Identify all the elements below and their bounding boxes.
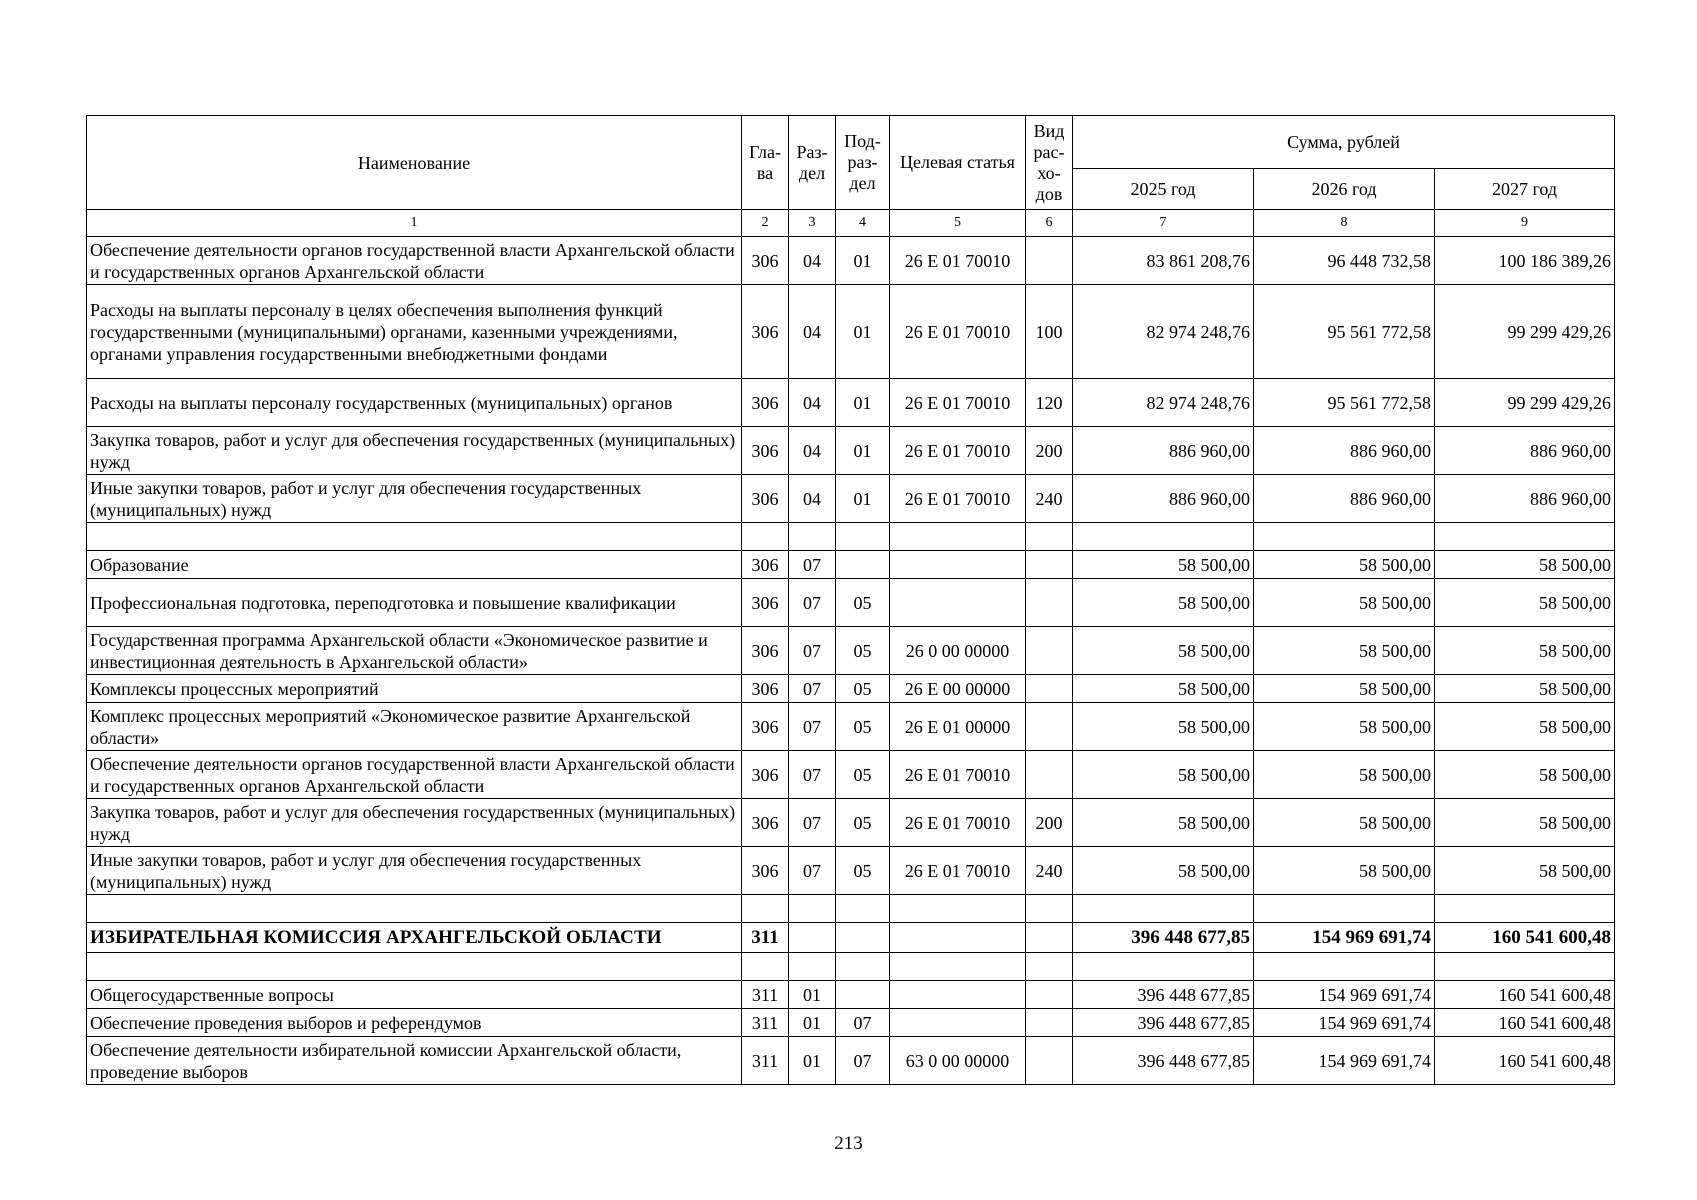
row-vid: [1026, 923, 1073, 953]
row-sum-2027: 58 500,00: [1435, 551, 1615, 579]
row-celevaya: [890, 579, 1026, 627]
row-sum-2027: 58 500,00: [1435, 751, 1615, 799]
row-razdel: [789, 923, 836, 953]
empty-cell: [87, 895, 742, 923]
row-sum-2027: 58 500,00: [1435, 627, 1615, 675]
row-vid: [1026, 1037, 1073, 1085]
row-glava: 306: [742, 551, 789, 579]
row-vid: 200: [1026, 427, 1073, 475]
row-celevaya: [890, 923, 1026, 953]
row-name: Обеспечение деятельности избирательной комиссии Архангельской области, проведение выборов: [87, 1037, 742, 1085]
empty-cell: [87, 523, 742, 551]
empty-cell: [87, 953, 742, 981]
row-sum-2025: 396 448 677,85: [1073, 1037, 1254, 1085]
header-year-2025: 2025 год: [1073, 169, 1254, 210]
row-glava: 311: [742, 923, 789, 953]
empty-cell: [1073, 895, 1254, 923]
empty-cell: [789, 523, 836, 551]
table-row: [87, 579, 1615, 627]
row-glava: 311: [742, 1009, 789, 1037]
empty-cell: [789, 953, 836, 981]
row-sum-2025: 58 500,00: [1073, 751, 1254, 799]
table-row: [87, 427, 1615, 475]
empty-row: [87, 895, 1615, 923]
row-vid: [1026, 751, 1073, 799]
row-celevaya: [890, 551, 1026, 579]
row-podrazdel: [836, 551, 890, 579]
row-vid: [1026, 237, 1073, 285]
table-row: [87, 981, 1615, 1009]
row-name: Иные закупки товаров, работ и услуг для обеспечения государственных (муниципальных) нужд: [87, 475, 742, 523]
row-celevaya: 26 Е 01 70010: [890, 427, 1026, 475]
row-sum-2025: 396 448 677,85: [1073, 981, 1254, 1009]
row-sum-2027: 886 960,00: [1435, 427, 1615, 475]
row-razdel: 07: [789, 751, 836, 799]
column-index: 7: [1073, 210, 1254, 237]
row-sum-2025: 82 974 248,76: [1073, 379, 1254, 427]
row-name: Общегосударственные вопросы: [87, 981, 742, 1009]
row-name: Иные закупки товаров, работ и услуг для обеспечения государственных (муниципальных) нужд: [87, 847, 742, 895]
row-glava: 306: [742, 237, 789, 285]
row-podrazdel: 05: [836, 847, 890, 895]
row-sum-2026: 58 500,00: [1254, 751, 1435, 799]
table-header: [87, 116, 1615, 237]
row-sum-2027: 886 960,00: [1435, 475, 1615, 523]
row-podrazdel: 05: [836, 799, 890, 847]
row-sum-2025: 58 500,00: [1073, 627, 1254, 675]
column-index: 3: [789, 210, 836, 237]
row-vid: [1026, 703, 1073, 751]
row-sum-2026: 58 500,00: [1254, 847, 1435, 895]
row-vid: [1026, 981, 1073, 1009]
empty-row: [87, 523, 1615, 551]
row-podrazdel: 01: [836, 285, 890, 379]
row-sum-2026: 58 500,00: [1254, 703, 1435, 751]
row-sum-2027: 160 541 600,48: [1435, 981, 1615, 1009]
row-podrazdel: 01: [836, 379, 890, 427]
row-celevaya: 26 Е 01 70010: [890, 379, 1026, 427]
empty-cell: [1254, 895, 1435, 923]
row-razdel: 07: [789, 799, 836, 847]
table-row: [87, 627, 1615, 675]
row-sum-2025: 58 500,00: [1073, 847, 1254, 895]
row-sum-2025: 58 500,00: [1073, 799, 1254, 847]
row-sum-2027: 160 541 600,48: [1435, 923, 1615, 953]
row-sum-2026: 154 969 691,74: [1254, 923, 1435, 953]
row-sum-2026: 154 969 691,74: [1254, 1037, 1435, 1085]
row-podrazdel: 05: [836, 579, 890, 627]
empty-cell: [1026, 523, 1073, 551]
row-glava: 306: [742, 379, 789, 427]
row-name: Обеспечение деятельности органов государственной власти Архангельской области и государственных органов Архангельской области: [87, 751, 742, 799]
row-sum-2025: 396 448 677,85: [1073, 923, 1254, 953]
row-glava: 306: [742, 847, 789, 895]
empty-cell: [836, 523, 890, 551]
empty-cell: [890, 953, 1026, 981]
row-glava: 306: [742, 579, 789, 627]
row-sum-2027: 58 500,00: [1435, 579, 1615, 627]
row-razdel: 04: [789, 427, 836, 475]
row-sum-2025: 58 500,00: [1073, 579, 1254, 627]
row-sum-2025: 82 974 248,76: [1073, 285, 1254, 379]
row-sum-2027: 99 299 429,26: [1435, 379, 1615, 427]
row-celevaya: 26 Е 01 70010: [890, 847, 1026, 895]
empty-cell: [1073, 953, 1254, 981]
table-row: [87, 703, 1615, 751]
empty-row: [87, 953, 1615, 981]
row-glava: 311: [742, 1037, 789, 1085]
row-sum-2026: 95 561 772,58: [1254, 379, 1435, 427]
empty-cell: [742, 523, 789, 551]
row-sum-2026: 95 561 772,58: [1254, 285, 1435, 379]
row-sum-2025: 58 500,00: [1073, 675, 1254, 703]
table-row: [87, 285, 1615, 379]
row-razdel: 07: [789, 675, 836, 703]
empty-cell: [1026, 953, 1073, 981]
empty-cell: [836, 895, 890, 923]
table-body: [87, 237, 1615, 1085]
row-name: Обеспечение проведения выборов и референдумов: [87, 1009, 742, 1037]
row-celevaya: 26 Е 01 70010: [890, 237, 1026, 285]
row-vid: [1026, 579, 1073, 627]
table-row: [87, 1009, 1615, 1037]
column-index: 8: [1254, 210, 1435, 237]
row-celevaya: 26 Е 01 00000: [890, 703, 1026, 751]
row-sum-2027: 99 299 429,26: [1435, 285, 1615, 379]
row-podrazdel: 07: [836, 1009, 890, 1037]
row-sum-2027: 58 500,00: [1435, 847, 1615, 895]
row-sum-2027: 58 500,00: [1435, 703, 1615, 751]
row-celevaya: 26 Е 01 70010: [890, 799, 1026, 847]
row-razdel: 04: [789, 285, 836, 379]
row-podrazdel: 01: [836, 237, 890, 285]
row-sum-2027: 58 500,00: [1435, 675, 1615, 703]
row-celevaya: 63 0 00 00000: [890, 1037, 1026, 1085]
row-sum-2027: 160 541 600,48: [1435, 1037, 1615, 1085]
row-name: Закупка товаров, работ и услуг для обеспечения государственных (муниципальных) нужд: [87, 799, 742, 847]
column-index: 1: [87, 210, 742, 237]
row-celevaya: 26 Е 01 70010: [890, 475, 1026, 523]
row-glava: 311: [742, 981, 789, 1009]
row-sum-2026: 154 969 691,74: [1254, 981, 1435, 1009]
row-podrazdel: 01: [836, 475, 890, 523]
row-sum-2026: 886 960,00: [1254, 475, 1435, 523]
row-glava: 306: [742, 799, 789, 847]
row-glava: 306: [742, 427, 789, 475]
header-celevaya: Целевая статья: [890, 116, 1026, 210]
empty-cell: [836, 953, 890, 981]
row-glava: 306: [742, 703, 789, 751]
row-razdel: 01: [789, 1037, 836, 1085]
row-sum-2025: 886 960,00: [1073, 427, 1254, 475]
row-glava: 306: [742, 751, 789, 799]
row-glava: 306: [742, 627, 789, 675]
row-sum-2025: 58 500,00: [1073, 551, 1254, 579]
row-razdel: 07: [789, 627, 836, 675]
column-index: 6: [1026, 210, 1073, 237]
row-razdel: 07: [789, 551, 836, 579]
row-sum-2026: 154 969 691,74: [1254, 1009, 1435, 1037]
empty-cell: [890, 895, 1026, 923]
row-razdel: 01: [789, 1009, 836, 1037]
empty-cell: [1073, 523, 1254, 551]
column-index: 4: [836, 210, 890, 237]
row-sum-2026: 96 448 732,58: [1254, 237, 1435, 285]
empty-cell: [1254, 953, 1435, 981]
table-row: [87, 799, 1615, 847]
row-name: Комплекс процессных мероприятий «Экономическое развитие Архангельской области»: [87, 703, 742, 751]
row-razdel: 04: [789, 379, 836, 427]
table-row: [87, 751, 1615, 799]
header-vid: Вид рас-хо-дов: [1026, 116, 1073, 210]
row-sum-2026: 58 500,00: [1254, 799, 1435, 847]
header-year-2027: 2027 год: [1435, 169, 1615, 210]
row-vid: [1026, 551, 1073, 579]
row-vid: 100: [1026, 285, 1073, 379]
row-glava: 306: [742, 475, 789, 523]
table-row: [87, 923, 1615, 953]
budget-table: [86, 115, 1615, 1085]
row-vid: 240: [1026, 475, 1073, 523]
row-sum-2027: 160 541 600,48: [1435, 1009, 1615, 1037]
header-summa: Сумма, рублей: [1073, 116, 1615, 169]
row-celevaya: 26 0 00 00000: [890, 627, 1026, 675]
row-vid: 120: [1026, 379, 1073, 427]
row-podrazdel: 05: [836, 751, 890, 799]
row-podrazdel: 05: [836, 703, 890, 751]
empty-cell: [742, 895, 789, 923]
row-vid: [1026, 1009, 1073, 1037]
row-vid: [1026, 675, 1073, 703]
row-sum-2026: 58 500,00: [1254, 675, 1435, 703]
row-sum-2026: 58 500,00: [1254, 579, 1435, 627]
header-year-2026: 2026 год: [1254, 169, 1435, 210]
row-sum-2027: 100 186 389,26: [1435, 237, 1615, 285]
row-sum-2026: 58 500,00: [1254, 627, 1435, 675]
table-row: [87, 475, 1615, 523]
page-number: 213: [834, 1133, 863, 1154]
empty-cell: [1435, 523, 1615, 551]
table-row: [87, 675, 1615, 703]
row-podrazdel: [836, 923, 890, 953]
row-sum-2025: 396 448 677,85: [1073, 1009, 1254, 1037]
row-podrazdel: [836, 981, 890, 1009]
row-celevaya: [890, 981, 1026, 1009]
row-razdel: 07: [789, 579, 836, 627]
row-sum-2026: 886 960,00: [1254, 427, 1435, 475]
table-row: [87, 551, 1615, 579]
row-name: Закупка товаров, работ и услуг для обеспечения государственных (муниципальных) нужд: [87, 427, 742, 475]
row-celevaya: [890, 1009, 1026, 1037]
row-celevaya: 26 Е 01 70010: [890, 751, 1026, 799]
row-vid: [1026, 627, 1073, 675]
row-podrazdel: 05: [836, 627, 890, 675]
row-glava: 306: [742, 675, 789, 703]
header-glava: Гла-ва: [742, 116, 789, 210]
row-podrazdel: 05: [836, 675, 890, 703]
empty-cell: [1435, 953, 1615, 981]
row-name: ИЗБИРАТЕЛЬНАЯ КОМИССИЯ АРХАНГЕЛЬСКОЙ ОБЛАСТИ: [87, 923, 742, 953]
column-index: 2: [742, 210, 789, 237]
empty-cell: [742, 953, 789, 981]
table-row: [87, 379, 1615, 427]
row-vid: 200: [1026, 799, 1073, 847]
row-name: Образование: [87, 551, 742, 579]
row-sum-2025: 58 500,00: [1073, 703, 1254, 751]
row-razdel: 04: [789, 475, 836, 523]
row-razdel: 01: [789, 981, 836, 1009]
row-razdel: 04: [789, 237, 836, 285]
header-razdel: Раз-дел: [789, 116, 836, 210]
row-name: Расходы на выплаты персоналу государственных (муниципальных) органов: [87, 379, 742, 427]
row-podrazdel: 07: [836, 1037, 890, 1085]
row-name: Обеспечение деятельности органов государственной власти Архангельской области и государственных органов Архангельской области: [87, 237, 742, 285]
row-razdel: 07: [789, 847, 836, 895]
column-index-row: [87, 210, 1615, 237]
row-vid: 240: [1026, 847, 1073, 895]
row-name: Комплексы процессных мероприятий: [87, 675, 742, 703]
row-podrazdel: 01: [836, 427, 890, 475]
table-row: [87, 1037, 1615, 1085]
empty-cell: [1254, 523, 1435, 551]
table-row: [87, 847, 1615, 895]
header-name: Наименование: [87, 116, 742, 210]
column-index: 9: [1435, 210, 1615, 237]
column-index: 5: [890, 210, 1026, 237]
row-name: Профессиональная подготовка, переподготовка и повышение квалификации: [87, 579, 742, 627]
row-sum-2027: 58 500,00: [1435, 799, 1615, 847]
header-podrazdel: Под-раз-дел: [836, 116, 890, 210]
row-name: Расходы на выплаты персоналу в целях обеспечения выполнения функций государственными (муниципальными) органами, казенными учреждениями, органами управления государственными внебюджетными фондами: [87, 285, 742, 379]
empty-cell: [789, 895, 836, 923]
table-row: [87, 237, 1615, 285]
row-glava: 306: [742, 285, 789, 379]
row-sum-2025: 83 861 208,76: [1073, 237, 1254, 285]
row-name: Государственная программа Архангельской области «Экономическое развитие и инвестиционная деятельность в Архангельской области»: [87, 627, 742, 675]
empty-cell: [1026, 895, 1073, 923]
row-sum-2025: 886 960,00: [1073, 475, 1254, 523]
row-razdel: 07: [789, 703, 836, 751]
row-celevaya: 26 Е 01 70010: [890, 285, 1026, 379]
empty-cell: [890, 523, 1026, 551]
empty-cell: [1435, 895, 1615, 923]
row-celevaya: 26 Е 00 00000: [890, 675, 1026, 703]
row-sum-2026: 58 500,00: [1254, 551, 1435, 579]
